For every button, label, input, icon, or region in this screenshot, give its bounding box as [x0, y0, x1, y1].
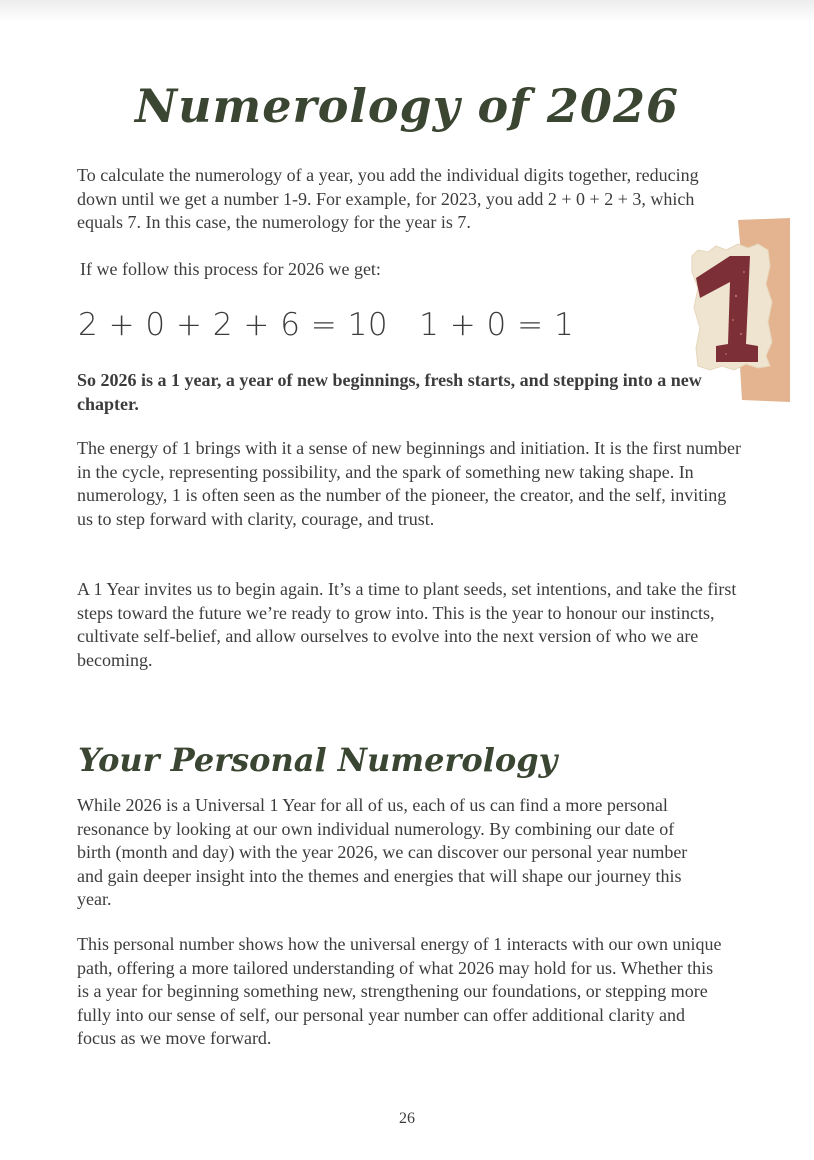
energy-paragraph: The energy of 1 brings with it a sense of new beginnings and initiation. It is the first number in the cycle, representing possibility, and the spark of something new taking shape. In numerology, 1 is often seen as the number of the pioneer, the creator, and the self, inviting us to step forward with clarity, courage, and trust.: [77, 438, 742, 529]
page-number: 26: [399, 1110, 415, 1127]
summary-bold-paragraph: So 2026 is a 1 year, a year of new beginnings, fresh starts, and stepping into a new chapter.: [77, 370, 702, 414]
number-one-badge-icon: [686, 216, 792, 402]
numerology-equation: 2 + 0 + 2 + 6 = 10 1 + 0 = 1: [78, 307, 575, 343]
personal-paragraph-1: While 2026 is a Universal 1 Year for all of us, each of us can find a more personal resonance by looking at our own individual numerology. By combining our date of birth (month and day) with the year 2026, we can discover our personal year number and gain deeper insight into the themes and energies that will shape our journey this year.: [77, 795, 688, 909]
personal-paragraph-2: This personal number shows how the universal energy of 1 interacts with our own unique path, offering a more tailored understanding of what 2026 may hold for us. Whether this is a year for beginning something new, strengthening our foundations, or stepping more fully into our sense of self, our personal year number can offer additional clarity and focus as we move forward.: [77, 934, 722, 1048]
year-paragraph: A 1 Year invites us to begin again. It’s a time to plant seeds, set intentions, and take the first steps toward the future we’re ready to grow into. This is the year to honour our instincts, cultivate self-belief, and allow ourselves to evolve into the next version of who we are becoming.: [77, 579, 737, 670]
section-heading: Your Personal Numerology: [78, 741, 558, 779]
intro-paragraph: To calculate the numerology of a year, you add the individual digits together, reducing down until we get a number 1-9. For example, for 2023, you add 2 + 0 + 2 + 3, which equals 7. In this case, the numerology for the year is 7.: [77, 165, 699, 232]
page-top-shadow: [0, 0, 814, 22]
process-line: If we follow this process for 2026 we get:: [80, 259, 381, 279]
page-title: Numerology of 2026: [135, 79, 679, 133]
